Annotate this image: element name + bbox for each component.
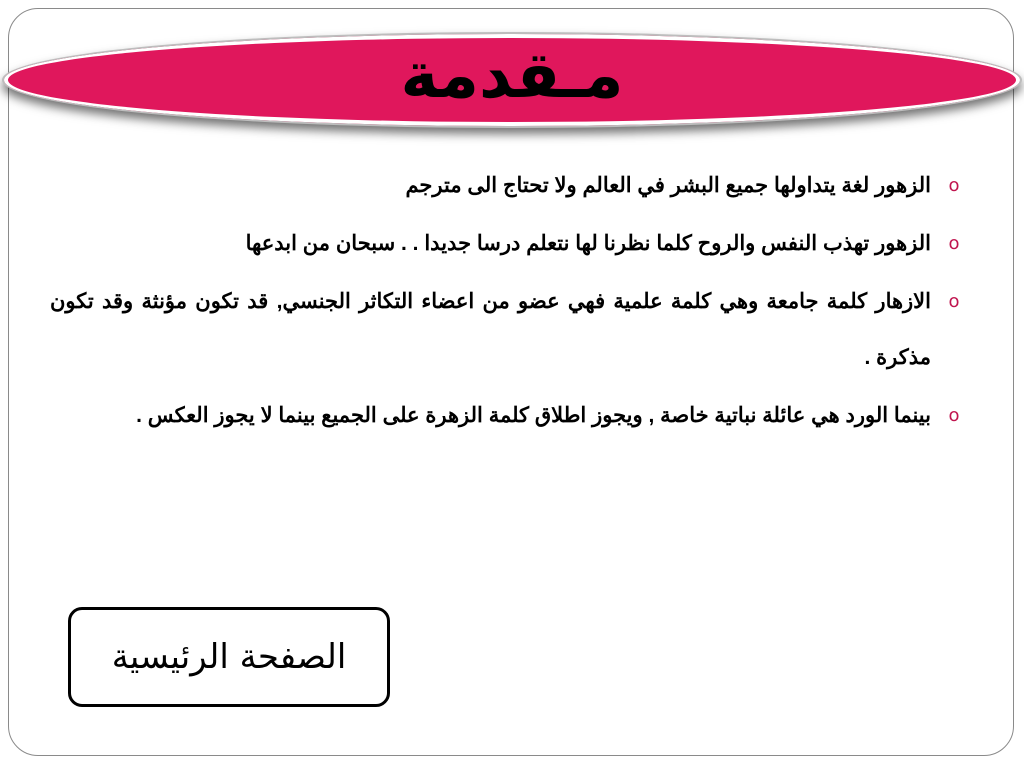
circle-bullet-icon: o [948,405,960,426]
bullet-item [50,158,965,214]
circle-bullet-icon: o [948,233,960,254]
bullet-text: الازهار كلمة جامعة وهي كلمة علمية فهي عضو من اعضاء التكاثر الجنسي, قد تكون مؤنثة وقد تكون مذكرة . [50,290,931,369]
circle-bullet-icon: o [948,291,960,312]
bullet-item [50,274,965,386]
home-page-button[interactable] [68,607,390,707]
bullet-text: الزهور تهذب النفس والروح كلما نظرنا لها نتعلم درسا جديدا . . سبحان من ابدعها [245,232,931,255]
home-page-button-label: الصفحة الرئيسية [111,637,347,677]
bullet-text: بينما الورد هي عائلة نباتية خاصة , ويجوز اطلاق كلمة الزهرة على الجميع بينما لا يجوز العكس . [136,404,931,427]
bullet-text: الزهور لغة يتداولها جميع البشر في العالم ولا تحتاج الى مترجم [405,174,931,197]
circle-bullet-icon: o [948,175,960,196]
title-banner [2,32,1022,128]
slide-title: مـقدمة [400,39,624,113]
bullet-list [50,158,965,446]
bullet-item [50,216,965,272]
bullet-item [50,388,965,444]
